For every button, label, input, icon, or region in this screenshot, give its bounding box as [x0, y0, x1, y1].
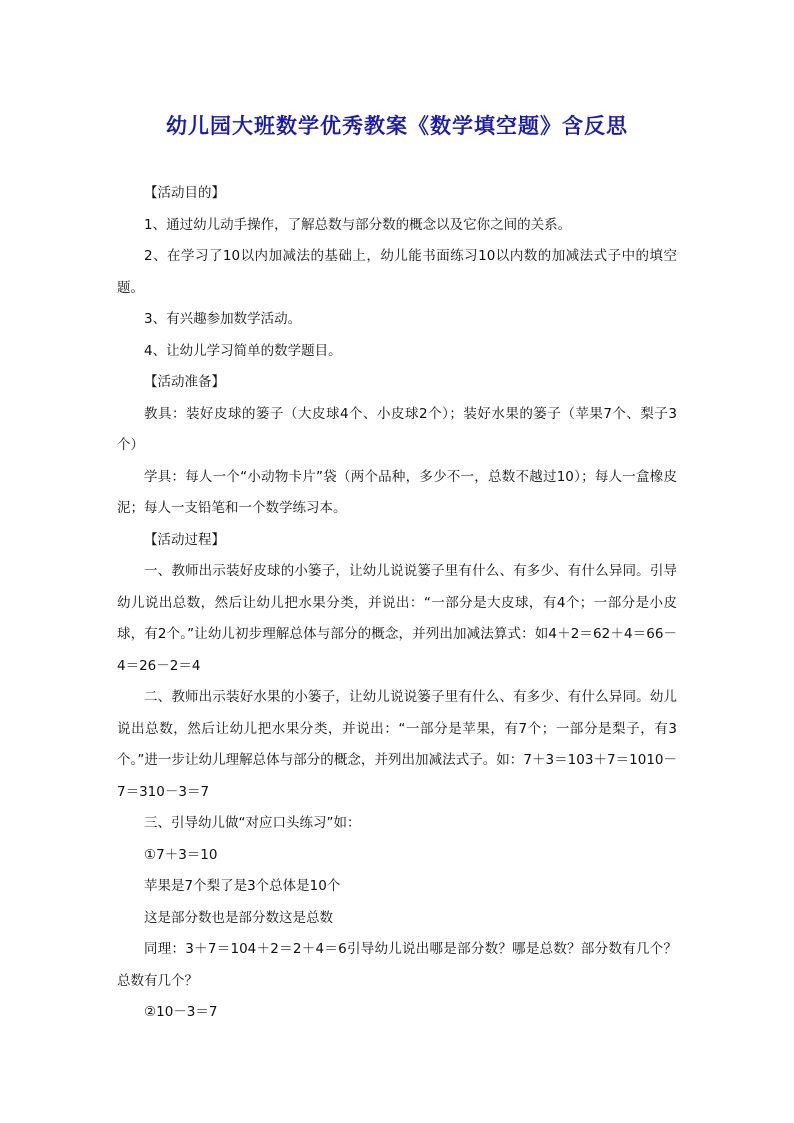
exercise-1-explanation: 苹果是7个梨了是3个总体是10个	[144, 878, 341, 894]
process-step-3: 三、引导幼儿做“对应口头练习”如：	[144, 815, 361, 831]
document-body	[117, 178, 677, 1029]
preparation-teaching-aids: 教具：装好皮球的篓子（大皮球4个、小皮球2个）；装好水果的篓子（苹果7个、梨子3个）	[117, 405, 677, 453]
purpose-item-4: 4、让幼儿学习简单的数学题目。	[144, 342, 342, 359]
section-heading-preparation: 【活动准备】	[144, 374, 225, 390]
exercise-1-equation: ①7＋3＝10	[144, 846, 218, 863]
section-heading-purpose: 【活动目的】	[144, 185, 225, 201]
purpose-item-2: 2、在学习了10以内加减法的基础上，幼儿能书面练习10以内数的加减法式子中的填空题。	[117, 248, 677, 296]
process-step-2: 二、教师出示装好水果的小篓子，让幼儿说说篓子里有什么、有多少、有什么异同。幼儿说出总数，然后让幼儿把水果分类，并说出：“一部分是苹果，有7个；一部分是梨子，有3个。”进一步让幼儿理解总体与部分的概念，并列出加减法式子。如：7＋3＝103＋7＝1010－7＝310－3＝7	[117, 689, 677, 800]
document-title: 幼儿园大班数学优秀教案《数学填空题》含反思	[166, 113, 628, 138]
purpose-item-1: 1、通过幼儿动手操作，了解总数与部分数的概念以及它你之间的关系。	[144, 216, 572, 233]
section-heading-process: 【活动过程】	[144, 531, 225, 548]
preparation-learning-aids: 学具：每人一个“小动物卡片”袋（两个品种，多少不一，总数不越过10）；每人一盒橡皮泥；每人一支铅笔和一个数学练习本。	[117, 468, 677, 516]
purpose-item-3: 3、有兴趣参加数学活动。	[144, 311, 302, 327]
exercise-2-equation: ②10－3＝7	[144, 1004, 218, 1020]
exercise-analogy: 同理：3＋7＝104＋2＝2＋4＝6引导幼儿说出哪是部分数？哪是总数？部分数有几个？总数有几个？	[117, 941, 677, 989]
exercise-1-labels: 这是部分数也是部分数这是总数	[144, 909, 333, 926]
process-step-1: 一、教师出示装好皮球的小篓子，让幼儿说说篓子里有什么、有多少、有什么异同。引导幼儿说出总数，然后让幼儿把水果分类，并说出：“一部分是大皮球，有4个；一部分是小皮球，有2个。”让幼儿初步理解总体与部分的概念，并列出加减法算式：如4＋2＝62＋4＝66－4＝26－2＝4	[117, 563, 677, 674]
